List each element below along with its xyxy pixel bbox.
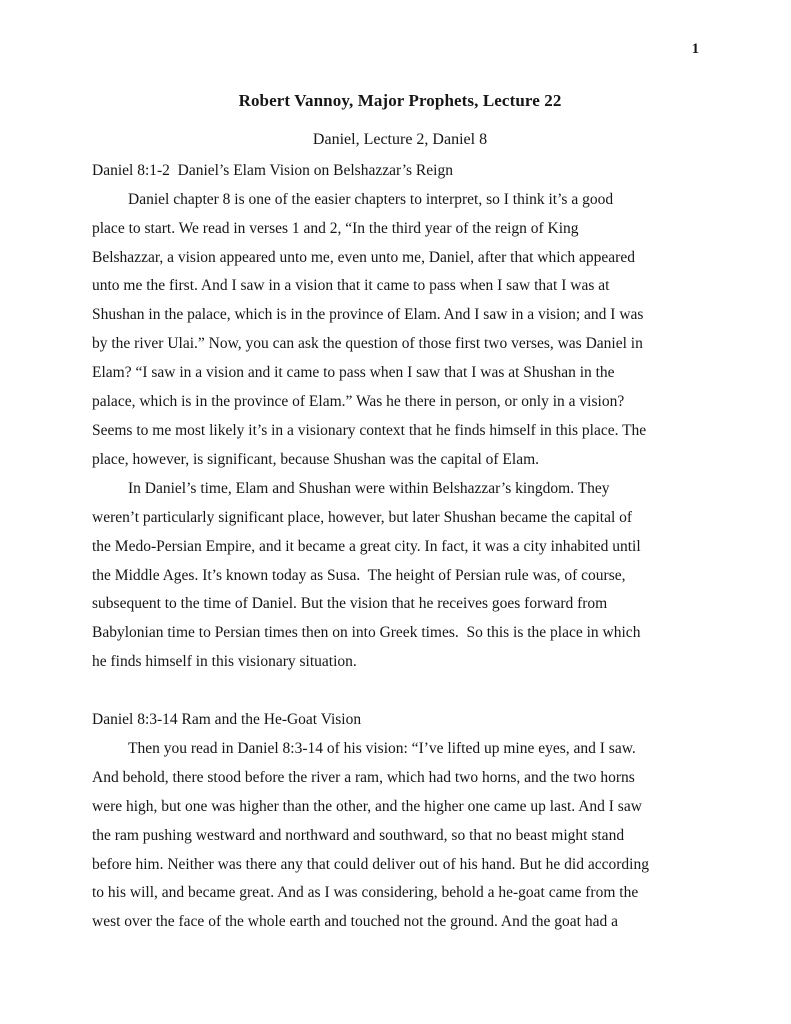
text-line: Belshazzar, a vision appeared unto me, even unto me, Daniel, after that which appeared: [92, 248, 635, 266]
document-title: Robert Vannoy, Major Prophets, Lecture 22: [238, 91, 562, 110]
text-line: weren’t particularly significant place, however, but later Shushan became the capital of: [92, 508, 633, 526]
paragraph-ram-he-goat: [92, 735, 708, 937]
text-line: Then you read in Daniel 8:3-14 of his vision: “I’ve lifted up mine eyes, and I saw.: [128, 739, 636, 757]
text-line: were high, but one was higher than the other, and the higher one came up last. And I saw: [92, 797, 642, 815]
text-line: place, however, is significant, because Shushan was the capital of Elam.: [92, 450, 540, 468]
text-line: the ram pushing westward and northward and southward, so that no beast might stand: [92, 826, 625, 844]
page-number: 1: [691, 41, 699, 57]
text-line: Daniel chapter 8 is one of the easier chapters to interpret, so I think it’s a good: [128, 190, 614, 208]
text-line: place to start. We read in verses 1 and 2, “In the third year of the reign of King: [92, 219, 579, 237]
text-line: And behold, there stood before the river a ram, which had two horns, and the two horns: [92, 768, 635, 786]
text-line: palace, which is in the province of Elam.” Was he there in person, or only in a vision?: [92, 393, 625, 411]
text-line: subsequent to the time of Daniel. But the vision that he receives goes forward from: [92, 595, 608, 613]
text-line: to his will, and became great. And as I was considering, behold a he-goat came from the: [92, 884, 639, 902]
text-line: Seems to me most likely it’s in a visionary context that he finds himself in this place. The: [92, 421, 647, 439]
text-line: Babylonian time to Persian times then on into Greek times. So this is the place in which: [92, 624, 641, 642]
text-line: by the river Ulai.” Now, you can ask the question of those first two verses, was Daniel in: [92, 335, 643, 353]
text-line: unto me the first. And I saw in a vision that it came to pass when I saw that I was at: [92, 277, 610, 295]
text-line: Shushan in the palace, which is in the province of Elam. And I saw in a vision; and I was: [92, 306, 644, 324]
section-heading-daniel-8-3-14: Daniel 8:3-14 Ram and the He-Goat Vision: [92, 711, 362, 729]
text-line: In Daniel’s time, Elam and Shushan were within Belshazzar’s kingdom. They: [128, 479, 610, 497]
text-line: before him. Neither was there any that could deliver out of his hand. But he did according: [92, 855, 649, 873]
text-line: he finds himself in this visionary situation.: [92, 653, 357, 671]
text-line: Elam? “I saw in a vision and it came to pass when I saw that I was at Shushan in the: [92, 364, 615, 382]
text-column: [92, 87, 708, 937]
paragraph-elam-vision: [92, 186, 708, 475]
paragraph-daniels-time: [92, 475, 708, 677]
document-subtitle: Daniel, Lecture 2, Daniel 8: [312, 130, 488, 148]
section-heading-daniel-8-1-2: Daniel 8:1-2 Daniel’s Elam Vision on Belshazzar’s Reign: [92, 161, 453, 179]
text-line: west over the face of the whole earth and touched not the ground. And the goat had a: [92, 913, 618, 931]
text-line: the Middle Ages. It’s known today as Susa. The height of Persian rule was, of course,: [92, 566, 626, 584]
text-line: the Medo-Persian Empire, and it became a great city. In fact, it was a city inhabited until: [92, 537, 641, 555]
